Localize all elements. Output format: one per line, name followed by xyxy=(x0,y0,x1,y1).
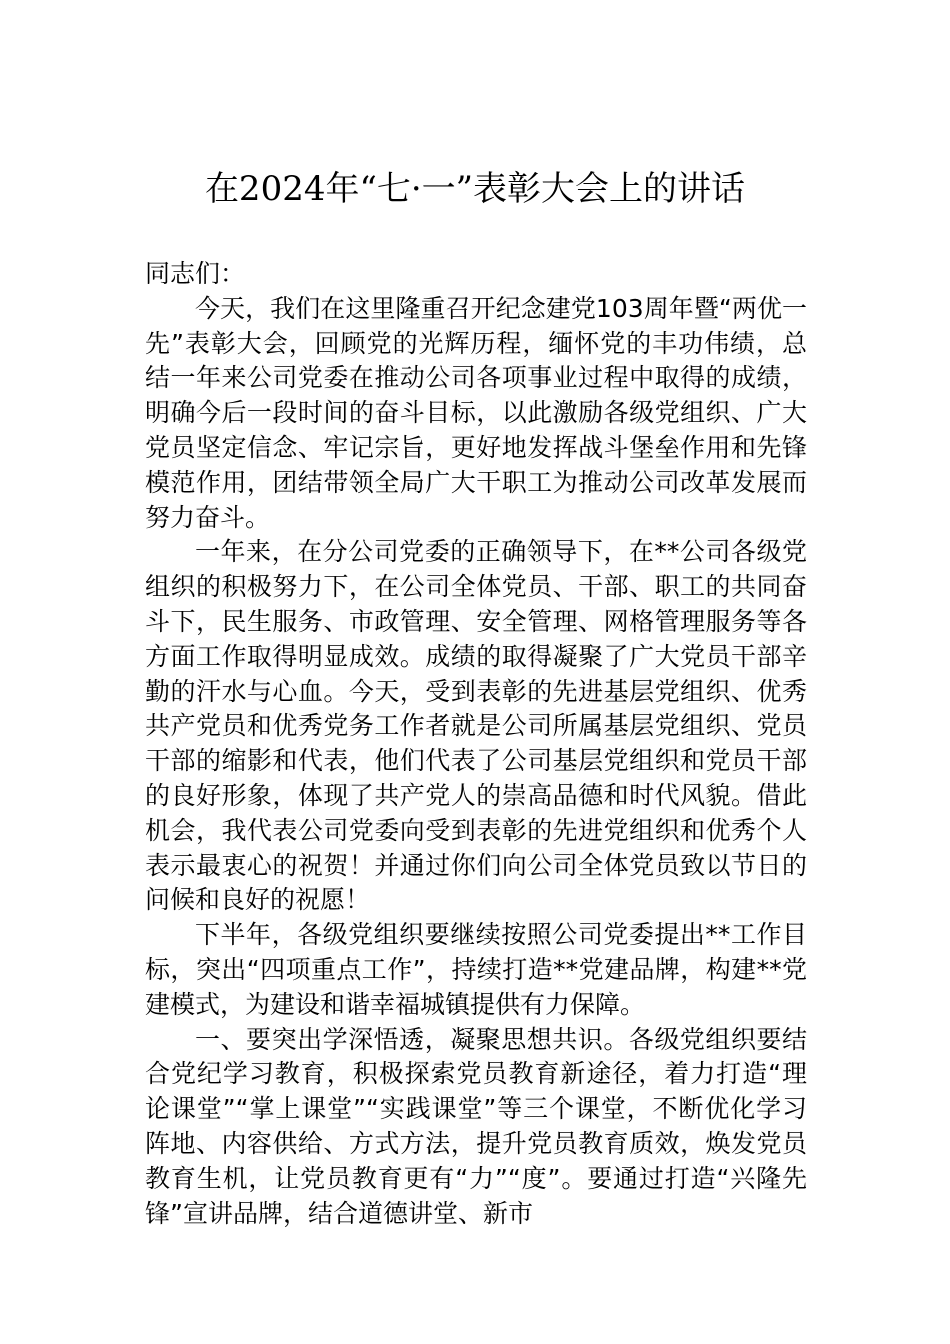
document-body xyxy=(145,257,807,1231)
paragraph-4: 一、要突出学深悟透，凝聚思想共识。各级党组织要结合党纪学习教育，积极探索党员教育新途径，着力打造“理论课堂”“掌上课堂”“实践课堂”等三个课堂，不断优化学习阵地、内容供给、方式方法，提升党员教育质效，焕发党员教育生机，让党员教育更有“力”“度”。要通过打造“兴隆先锋”宣讲品牌，结合道德讲堂、新市 xyxy=(145,1024,807,1228)
salutation: 同志们： xyxy=(145,259,246,288)
document-title: 在2024年“七·一”表彰大会上的讲话 xyxy=(204,169,746,209)
paragraph-2: 一年来，在分公司党委的正确领导下，在**公司各级党组织的积极努力下，在公司全体党员、干部、职工的共同奋斗下，民生服务、市政管理、安全管理、网格管理服务等各方面工作取得明显成效。成绩的取得凝聚了广大党员干部辛勤的汗水与心血。今天，受到表彰的先进基层党组织、优秀共产党员和优秀党务工作者就是公司所属基层党组织、党员干部的缩影和代表，他们代表了公司基层党组织和党员干部的良好形象，体现了共产党人的崇高品德和时代风貌。借此机会，我代表公司党委向受到表彰的先进党组织和优秀个人表示最衷心的祝贺！并通过你们向公司全体党员致以节日的问候和良好的祝愿！ xyxy=(145,537,807,915)
paragraph-1: 今天，我们在这里隆重召开纪念建党103周年暨“两优一先”表彰大会，回顾党的光辉历程，缅怀党的丰功伟绩，总结一年来公司党委在推动公司各项事业过程中取得的成绩，明确今后一段时间的奋斗目标，以此激励各级党组织、广大党员坚定信念、牢记宗旨，更好地发挥战斗堡垒作用和先锋模范作用，团结带领全局广大干职工为推动公司改革发展而努力奋斗。 xyxy=(145,293,807,532)
paragraph-3: 下半年，各级党组织要继续按照公司党委提出**工作目标，突出“四项重点工作”，持续打造**党建品牌，构建**党建模式，为建设和谐幸福城镇提供有力保障。 xyxy=(145,920,807,1019)
